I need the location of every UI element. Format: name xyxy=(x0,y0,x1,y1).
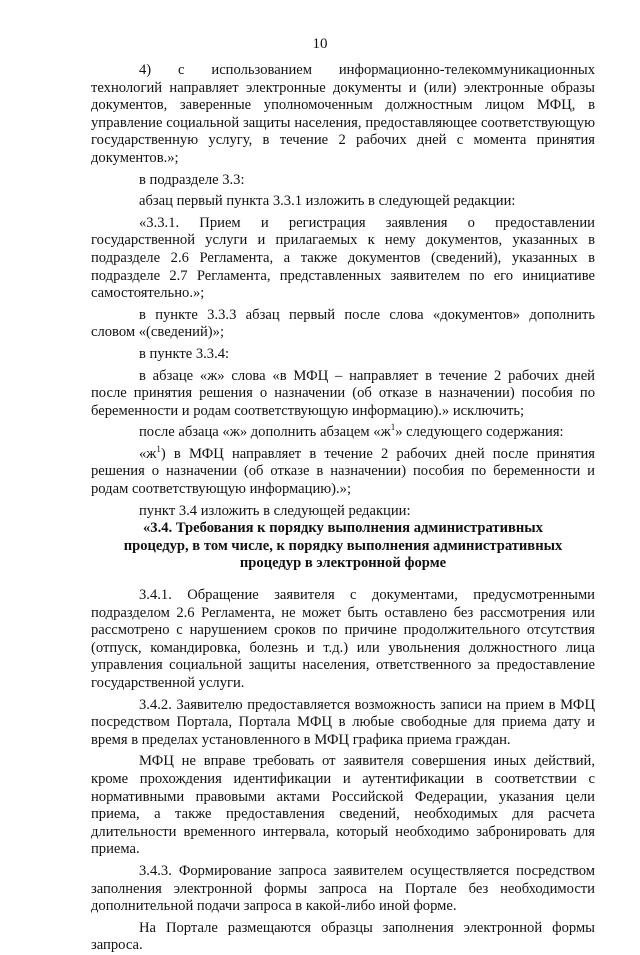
paragraph: 4) с использованием информационно-телекоммуникационных технологий направляет электронные документы и (или) электронные образы документов, заверенные уполномоченным должностным лицом МФЦ, в управление социальной защиты населения, предоставляющее соответствующую государственную услугу, в течение 2 рабочих дней с момента принятия документов.»; xyxy=(91,62,595,166)
paragraph xyxy=(91,446,595,499)
paragraph: 3.4.2. Заявителю предоставляется возможность записи на прием в МФЦ посредством Портала, Портала МФЦ в любые свободные для приема дату и время в пределах установленного в МФЦ графика приема граждан. xyxy=(91,696,595,748)
paragraph: в абзаце «ж» слова «в МФЦ – направляет в течение 2 рабочих дней после принятия решения о назначении (об отказе в назначении) пособия по беременности и родам соответствующую информацию).» исключить; xyxy=(91,367,595,419)
paragraph: На Портале размещаются образцы заполнения электронной формы запроса. xyxy=(91,919,595,954)
document-body xyxy=(91,62,595,955)
page-number: 10 xyxy=(312,36,328,52)
paragraph: в пункте 3.3.4: xyxy=(139,345,230,362)
paragraph: МФЦ не вправе требовать от заявителя совершения иных действий, кроме прохождения идентификации и аутентификации в соответствии с нормативными правовыми актами Российской Федерации, указания цели приема, а также предоставления сведений, необходимых для расчета длительности временного интервала, который необходимо забронировать для приема. xyxy=(91,753,595,858)
text-run: ) в МФЦ направляет в течение 2 рабочих дней после принятия решения о назначении (об отказе в назначении) пособия по беременности и родам соответствующую информацию).»; xyxy=(91,445,595,498)
text-run: после абзаца «ж» дополнить абзацем «ж xyxy=(139,424,391,441)
section-heading: «3.4. Требования к порядку выполнения административных процедур, в том числе, к порядку выполнения административных процедур в электронной форме xyxy=(123,520,563,572)
paragraph: 3.4.3. Формирование запроса заявителем осуществляется посредством заполнения электронной формы запроса на Портале без необходимости дополнительной подачи запроса в какой-либо иной форме. xyxy=(91,862,595,915)
paragraph: пункт 3.4 изложить в следующей редакции: xyxy=(139,502,411,519)
superscript: 1 xyxy=(390,422,396,433)
paragraph: абзац первый пункта 3.3.1 изложить в следующей редакции: xyxy=(139,193,516,210)
paragraph: в подразделе 3.3: xyxy=(139,171,245,188)
paragraph: «3.3.1. Прием и регистрация заявления о предоставлении государственной услуги и прилагаемых к нему документов, указанных в подразделе 2.6 Регламента, а также документов (сведений), указанных в подразделе 2.7 Регламента, представленных заявителем по его инициативе самостоятельно.»; xyxy=(91,214,595,302)
paragraph: в пункте 3.3.3 абзац первый после слова «документов» дополнить словом «(сведений)»; xyxy=(91,306,595,341)
text-run: » следующего содержания: xyxy=(395,424,564,441)
paragraph xyxy=(91,424,595,442)
superscript: 1 xyxy=(156,444,161,455)
text-run: «ж xyxy=(139,445,157,462)
paragraph: 3.4.1. Обращение заявителя с документами, предусмотренными подразделом 2.6 Регламента, не может быть оставлено без рассмотрения или рассмотрено с нарушением сроков по причине продолжительного отсутствия (отпуск, командировка, болезнь и т.д.) или увольнения должностного лица управления социальной защиты населения, ответственного за предоставление государственной услуги. xyxy=(91,587,595,691)
